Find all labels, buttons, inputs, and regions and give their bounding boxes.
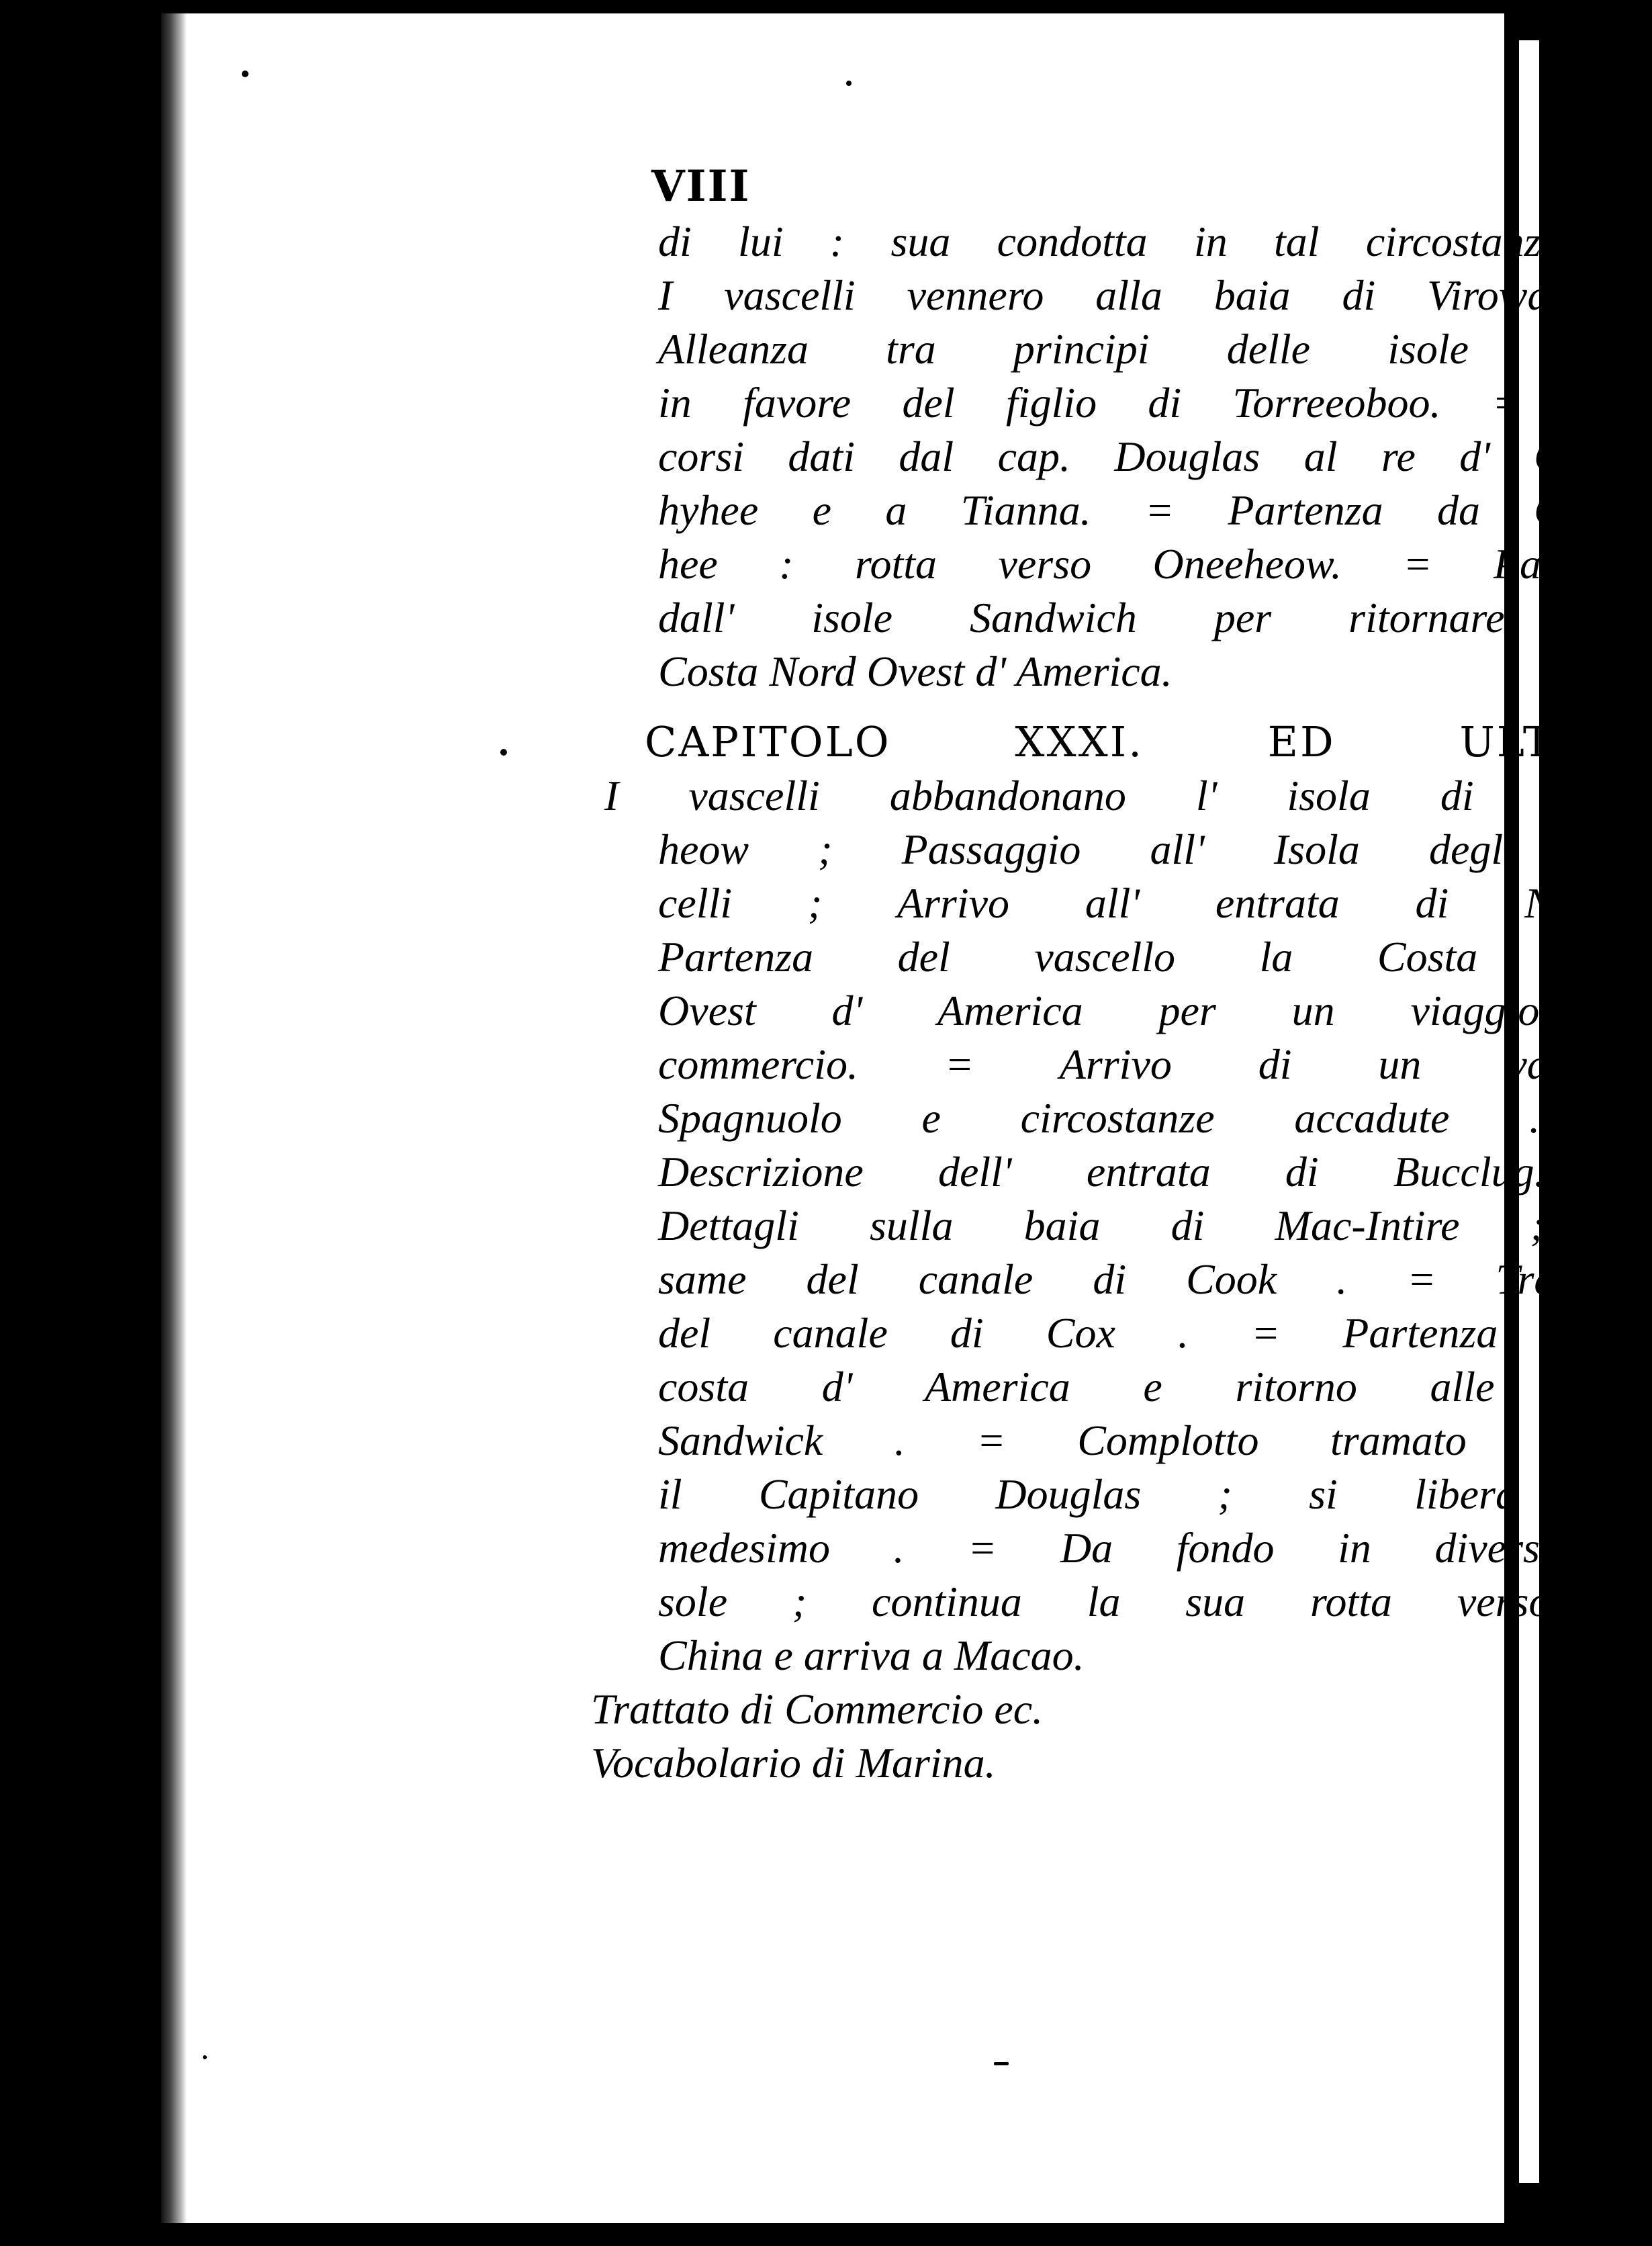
toc-line: I vascelli vennero alla baia di Viroway =: [658, 271, 1649, 319]
toc-page-reference: 266.: [1573, 1739, 1649, 1787]
toc-entry: [591, 1736, 1649, 1790]
toc-line: Sandwick . = Complotto tramato contro: [658, 1417, 1649, 1464]
toc-line-with-page: [658, 1629, 1649, 1682]
toc-line: in favore del figlio di Torreeoboo. = Soc-: [658, 379, 1649, 426]
toc-line: hyhee e a Tianna. = Partenza da Owhy-: [658, 486, 1649, 534]
toc-line: I vascelli abbandonano l' isola di Onee-: [604, 772, 1649, 819]
toc-line: medesimo . = Da fondo in diverse i-: [658, 1524, 1649, 1572]
toc-line: dall' isole Sandwich per ritornare alla: [658, 594, 1649, 641]
toc-entry-text: China e arriva a Macao.: [658, 1631, 1085, 1679]
book-page: [161, 13, 1652, 2223]
toc-entry-text: Vocabolario di Marina.: [591, 1739, 996, 1787]
toc-entry: [591, 1682, 1649, 1736]
toc-line: costa d' America e ritorno alle isole: [658, 1363, 1649, 1410]
toc-line: Spagnuolo e circostanze accadute . =: [658, 1094, 1649, 1142]
page-number: VIII: [651, 161, 751, 212]
toc-line: commercio. = Arrivo di un vascello: [658, 1040, 1649, 1088]
toc-line: celli ; Arrivo all' entrata di Nootka: [658, 879, 1649, 927]
toc-line-with-page: [658, 645, 1649, 699]
toc-line: Alleanza tra principi delle isole vicine: [658, 325, 1649, 373]
toc-page-reference: 196.: [1573, 1631, 1649, 1679]
table-of-contents: [161, 13, 1652, 2223]
toc-entry-text: Trattato di Commercio ec.: [591, 1685, 1044, 1733]
toc-page-reference: 225.: [1573, 1685, 1649, 1733]
toc-line: sole ; continua la sua rotta verso la: [658, 1578, 1649, 1625]
toc-line: di lui : sua condotta in tal circostanza. =: [658, 218, 1649, 265]
toc-line: Dettagli sulla baia di Mac-Intire ; e-: [658, 1202, 1649, 1249]
toc-line: il Capitano Douglas ; si libera dal: [658, 1470, 1649, 1518]
toc-line: Partenza del vascello la Costa Nord: [658, 933, 1649, 981]
toc-page-reference: 171.: [1573, 647, 1649, 695]
toc-line: del canale di Cox . = Partenza dalla: [658, 1309, 1649, 1357]
toc-line: heow ; Passaggio all' Isola degli Uc-: [658, 825, 1649, 873]
toc-line: Ovest d' America per un viaggio di: [658, 987, 1649, 1034]
toc-line: hee : rotta verso Oneeheow. = Partenza: [658, 540, 1649, 588]
chapter-heading: CAPITOLO XXXI. ED ULTIMO: [645, 717, 1652, 766]
toc-entry-text: Costa Nord Ovest d' America.: [658, 647, 1173, 695]
toc-line: Descrizione dell' entrata di Bucclug. =: [658, 1148, 1649, 1196]
toc-line: same del canale di Cook . = Traversa: [658, 1255, 1649, 1303]
toc-line: corsi dati dal cap. Douglas al re d' Owhy-: [658, 433, 1649, 480]
